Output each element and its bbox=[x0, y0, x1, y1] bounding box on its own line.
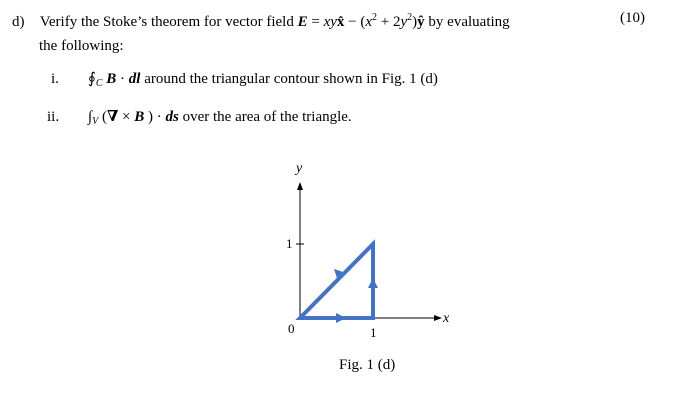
y-axis-label: y bbox=[296, 161, 303, 176]
exponent-y: 2 bbox=[407, 12, 413, 23]
cross-operator: × bbox=[118, 109, 135, 125]
item-ii-content bbox=[88, 108, 352, 131]
term-x: x bbox=[365, 14, 373, 30]
y-tick-label: 1 bbox=[286, 236, 293, 251]
item-i-content bbox=[88, 70, 438, 93]
line-element-dl: dl bbox=[128, 71, 141, 87]
triangle-path bbox=[300, 244, 373, 318]
contour-subscript: C bbox=[95, 78, 103, 89]
minus-open: − ( bbox=[344, 14, 366, 30]
question-line-1 bbox=[12, 9, 510, 31]
item-i-label: i. bbox=[51, 71, 59, 87]
question-line-2: the following: bbox=[39, 38, 124, 54]
figure-caption: Fig. 1 (d) bbox=[339, 357, 396, 373]
contour-arrow-right bbox=[368, 278, 378, 288]
close-paren: ) bbox=[412, 14, 418, 30]
close-dot: ) · bbox=[144, 109, 166, 125]
item-ii-label: ii. bbox=[47, 109, 60, 125]
plus-2: + 2 bbox=[377, 14, 401, 30]
item-i-text: around the triangular contour shown in Fig. 1 (d) bbox=[140, 71, 438, 87]
surface-integral-symbol: ∫ bbox=[88, 109, 93, 125]
surface-subscript: V bbox=[92, 116, 99, 127]
unit-vector-y: ŷ bbox=[417, 14, 425, 30]
figure-svg bbox=[250, 150, 480, 350]
x-tick-label: 1 bbox=[370, 325, 377, 340]
question-label: d) bbox=[12, 14, 25, 30]
contour-arrow-bottom bbox=[336, 313, 346, 323]
dot-operator: · bbox=[116, 71, 129, 87]
exponent-x: 2 bbox=[372, 12, 378, 23]
term-y: y bbox=[400, 14, 408, 30]
item-ii-text: over the area of the triangle. bbox=[178, 109, 352, 125]
field-symbol-E: E bbox=[297, 14, 308, 30]
vector-B: B bbox=[106, 71, 117, 87]
nabla-operator: ∇ bbox=[106, 109, 119, 125]
triangular-contour bbox=[300, 244, 378, 323]
question-text-prefix: Verify the Stoke’s theorem for vector field bbox=[39, 14, 298, 30]
vector-B-2: B bbox=[134, 109, 145, 125]
origin-label: 0 bbox=[288, 321, 295, 336]
equals-sign: = bbox=[307, 14, 324, 30]
question-text-suffix: by evaluating bbox=[424, 14, 510, 30]
contour-integral-symbol: ∮ bbox=[88, 71, 96, 87]
x-axis-label: x bbox=[443, 311, 450, 326]
term-xy: xy bbox=[323, 14, 337, 30]
triangle-figure bbox=[250, 150, 480, 350]
unit-vector-x: x̂ bbox=[336, 14, 345, 30]
open-paren: ( bbox=[98, 109, 107, 125]
area-element-ds: ds bbox=[165, 109, 179, 125]
question-marks: (10) bbox=[620, 10, 645, 26]
